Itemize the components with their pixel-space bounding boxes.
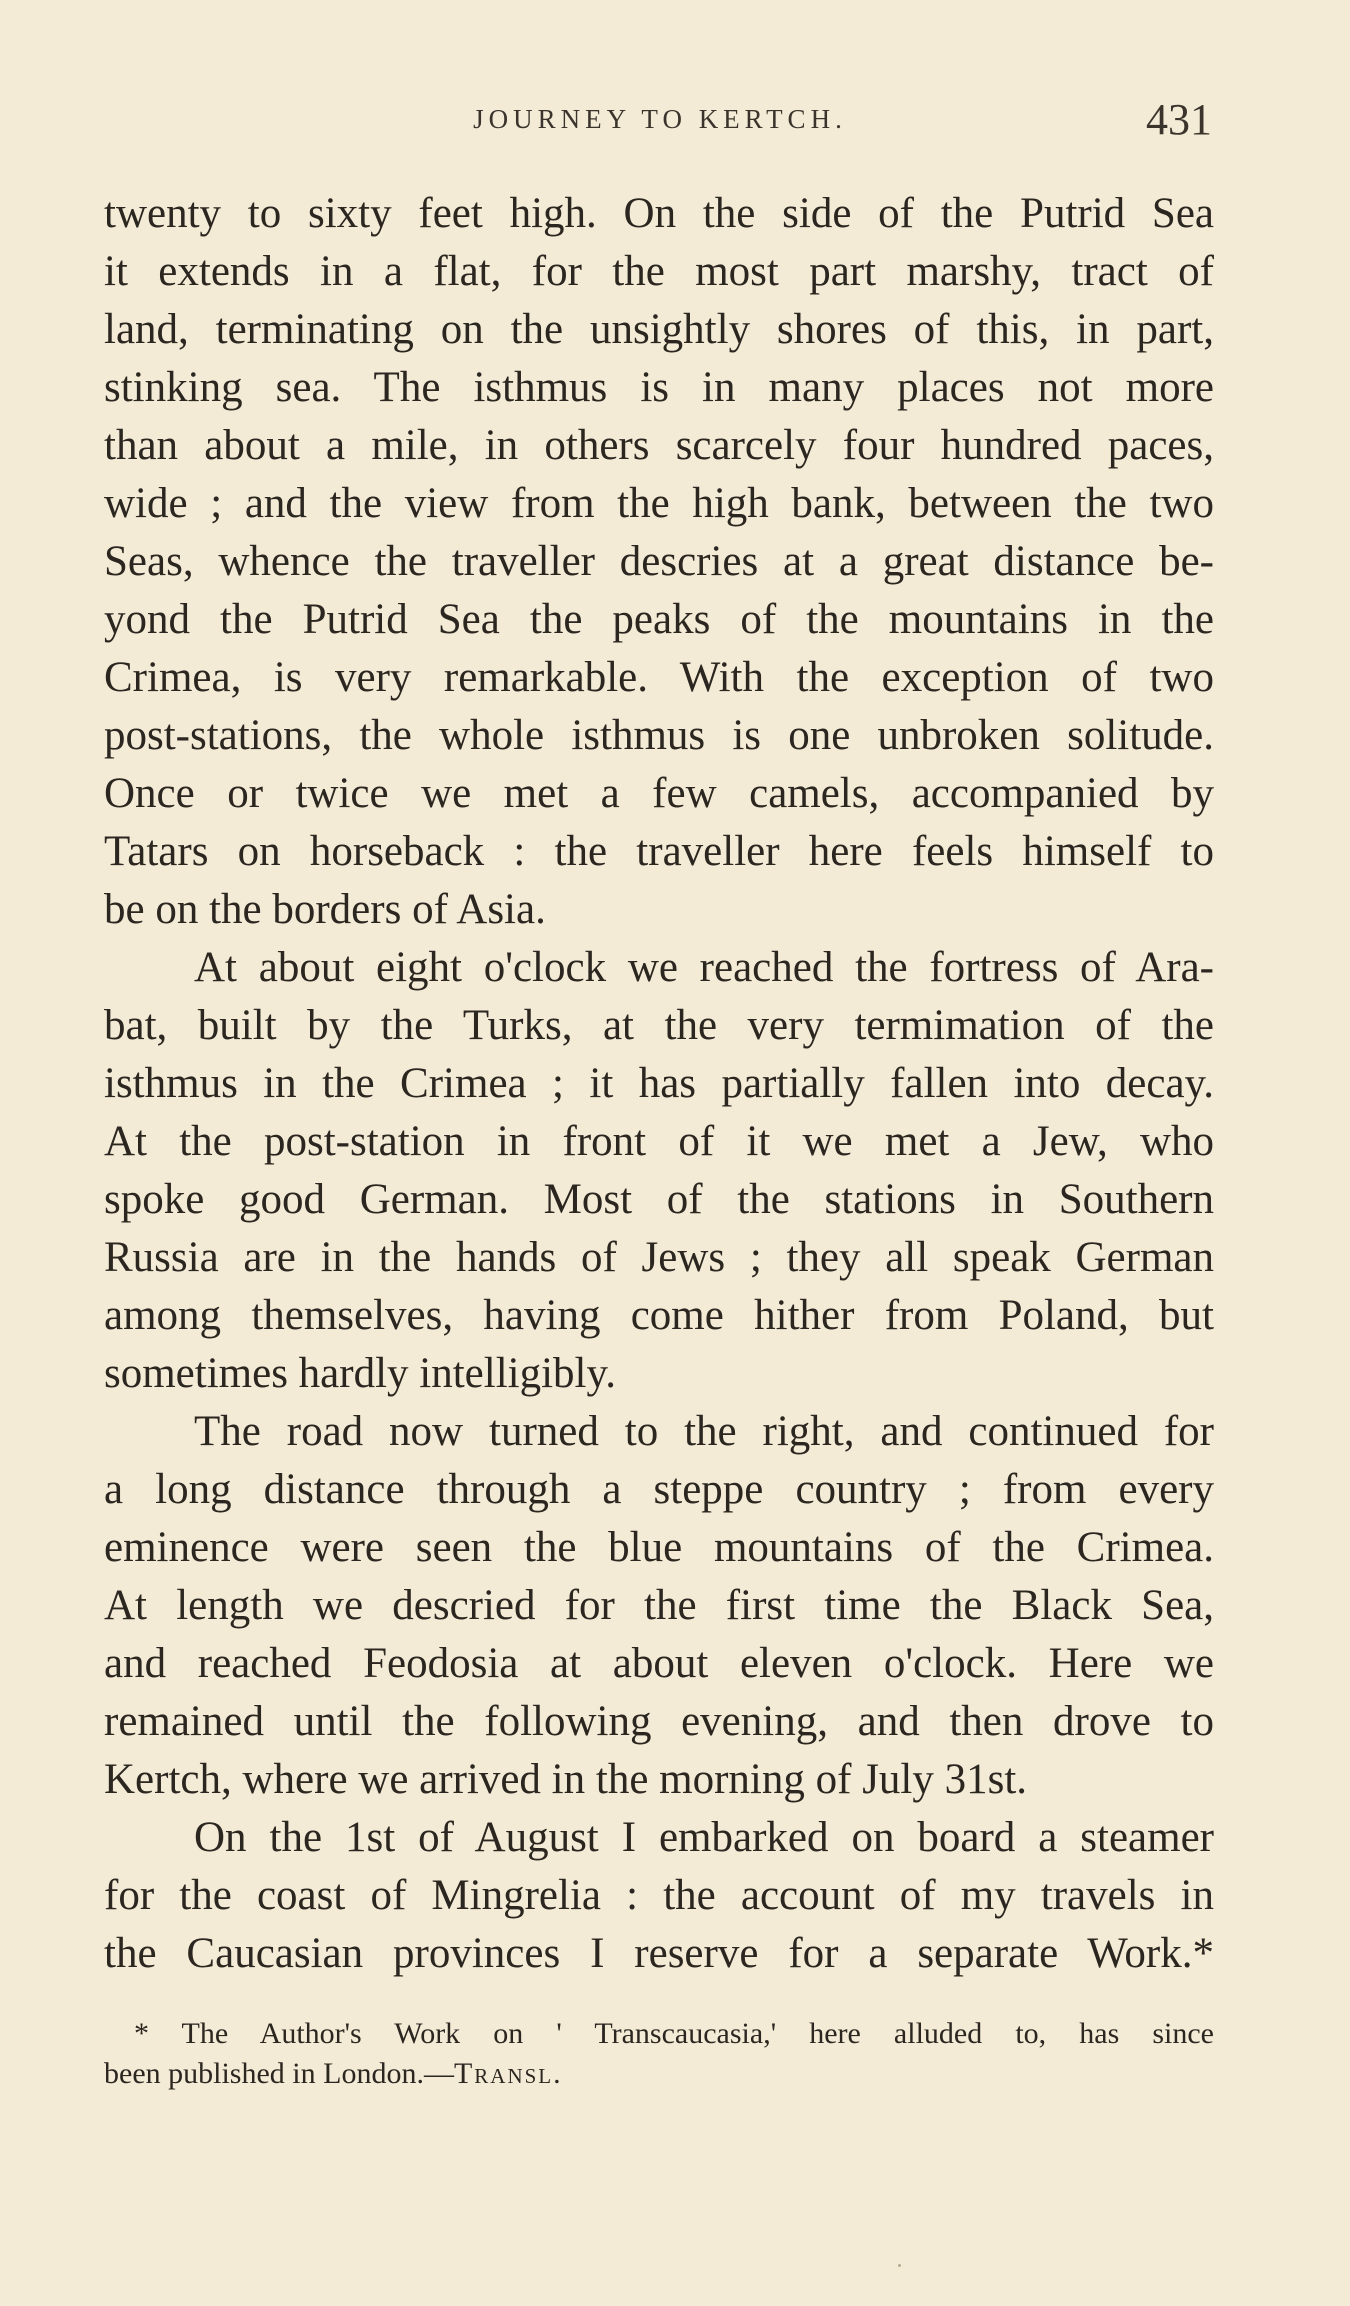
footnote-translator-mark: Transl. <box>453 2057 563 2090</box>
text-line: stinking sea. The isthmus is in many places not more <box>104 364 1214 411</box>
text-line: and reached Feodosia at about eleven o'clock. Here we <box>104 1640 1214 1687</box>
text-line: Kertch, where we arrived in the morning of July 31st. <box>104 1756 1028 1803</box>
text-line: At length we descried for the first time the Black Sea, <box>104 1582 1214 1629</box>
text-line: it extends in a flat, for the most part marshy, tract of <box>104 248 1214 295</box>
text-line: wide ; and the view from the high bank, between the two <box>104 480 1214 527</box>
footnote-line: * The Author's Work on ' Transcaucasia,' here alluded to, has since <box>134 2017 1214 2050</box>
paragraph-start-line: At about eight o'clock we reached the fortress of Ara- <box>194 944 1214 991</box>
text-line: Seas, whence the traveller descries at a great distance be- <box>104 538 1214 585</box>
footnote-text: been published in London.— <box>104 2057 454 2090</box>
page-header <box>100 95 1220 150</box>
text-line: sometimes hardly intelligibly. <box>104 1350 616 1397</box>
text-line: than about a mile, in others scarcely four hundred paces, <box>104 422 1214 469</box>
footnote-line <box>104 2054 1214 2094</box>
running-head: JOURNEY TO KERTCH. <box>473 104 847 134</box>
text-line: among themselves, having come hither from Poland, but <box>104 1292 1214 1339</box>
body-text <box>104 185 1214 1983</box>
text-line: land, terminating on the unsightly shores of this, in part, <box>104 306 1214 353</box>
text-line: be on the borders of Asia. <box>104 886 546 933</box>
text-line: a long distance through a steppe country ; from every <box>104 1466 1214 1513</box>
page-number: 431 <box>1146 95 1212 144</box>
text-line: Once or twice we met a few camels, accompanied by <box>104 770 1214 817</box>
paragraph-start-line: On the 1st of August I embarked on board a steamer <box>194 1814 1214 1861</box>
text-line: isthmus in the Crimea ; it has partially fallen into decay. <box>104 1060 1214 1107</box>
text-line: bat, built by the Turks, at the very termimation of the <box>104 1002 1214 1049</box>
text-line: Tatars on horseback : the traveller here feels himself to <box>104 828 1214 875</box>
text-line: remained until the following evening, and then drove to <box>104 1698 1214 1745</box>
footnote <box>104 2014 1214 2094</box>
text-line: spoke good German. Most of the stations in Southern <box>104 1176 1214 1223</box>
text-line: the Caucasian provinces I reserve for a separate Work.* <box>104 1930 1214 1977</box>
text-line: Russia are in the hands of Jews ; they all speak German <box>104 1234 1214 1281</box>
text-line: At the post-station in front of it we met a Jew, who <box>104 1118 1214 1165</box>
paragraph-start-line: The road now turned to the right, and continued for <box>194 1408 1214 1455</box>
text-line: twenty to sixty feet high. On the side of the Putrid Sea <box>104 190 1214 237</box>
text-line: yond the Putrid Sea the peaks of the mountains in the <box>104 596 1214 643</box>
text-line: eminence were seen the blue mountains of the Crimea. <box>104 1524 1214 1571</box>
text-line: for the coast of Mingrelia : the account of my travels in <box>104 1872 1214 1919</box>
paper-speck <box>898 2264 901 2267</box>
text-line: Crimea, is very remarkable. With the exception of two <box>104 654 1214 701</box>
text-line: post-stations, the whole isthmus is one unbroken solitude. <box>104 712 1214 759</box>
